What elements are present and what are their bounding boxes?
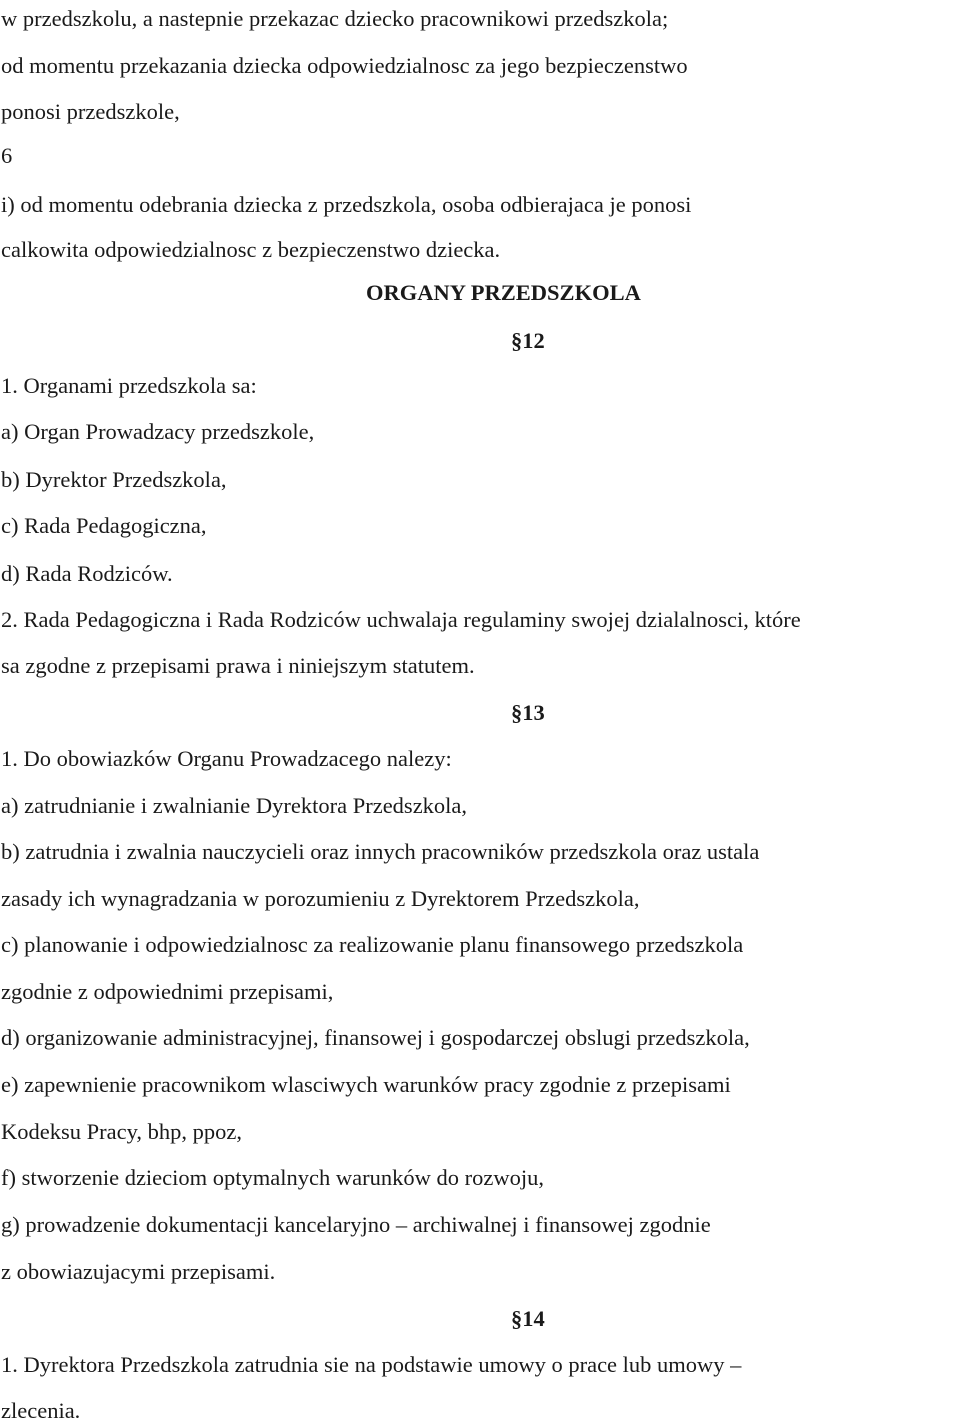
text-line: a) Organ Prowadzacy przedszkole, xyxy=(1,419,315,444)
text-line: e) zapewnienie pracownikom wlasciwych warunków pracy zgodnie z przepisami xyxy=(1,1072,731,1097)
text-line: b) Dyrektor Przedszkola, xyxy=(1,467,227,492)
text-line: zasady ich wynagradzania w porozumieniu z Dyrektorem Przedszkola, xyxy=(1,886,640,911)
text-line: a) zatrudnianie i zwalnianie Dyrektora Przedszkola, xyxy=(1,793,468,818)
text-line: zgodnie z odpowiednimi przepisami, xyxy=(1,979,334,1004)
paragraph-number: 13 xyxy=(522,700,545,725)
paragraph-12-heading: §12 xyxy=(511,328,545,353)
text-line: c) Rada Pedagogiczna, xyxy=(1,513,207,538)
text-line: f) stworzenie dzieciom optymalnych warunków do rozwoju, xyxy=(1,1165,544,1190)
text-line: sa zgodne z przepisami prawa i niniejszym statutem. xyxy=(1,653,475,678)
text-line: d) Rada Rodziców. xyxy=(1,561,173,586)
paragraph-14-heading: §14 xyxy=(511,1306,545,1331)
section-title: ORGANY PRZEDSZKOLA xyxy=(366,280,641,305)
text-line: 2. Rada Pedagogiczna i Rada Rodziców uchwalaja regulaminy swojej dzialalnosci, które xyxy=(1,607,801,632)
text-line: 1. Do obowiazków Organu Prowadzacego nalezy: xyxy=(1,746,452,771)
text-line: c) planowanie i odpowiedzialnosc za realizowanie planu finansowego przedszkola xyxy=(1,932,744,957)
text-line: 1. Dyrektora Przedszkola zatrudnia sie na podstawie umowy o prace lub umowy – xyxy=(1,1352,742,1377)
text-line: w przedszkolu, a nastepnie przekazac dziecko pracownikowi przedszkola; xyxy=(1,6,669,31)
text-line: calkowita odpowiedzialnosc z bezpieczenstwo dziecka. xyxy=(1,237,501,262)
text-line: z obowiazujacymi przepisami. xyxy=(1,1259,276,1284)
page-number: 6 xyxy=(1,143,13,168)
text-line: Kodeksu Pracy, bhp, ppoz, xyxy=(1,1119,242,1144)
paragraph-number: 12 xyxy=(522,328,545,353)
text-line: ponosi przedszkole, xyxy=(1,99,180,124)
text-line: d) organizowanie administracyjnej, finansowej i gospodarczej obslugi przedszkola, xyxy=(1,1025,750,1050)
text-line: g) prowadzenie dokumentacji kancelaryjno – archiwalnej i finansowej zgodnie xyxy=(1,1212,711,1237)
text-line: zlecenia. xyxy=(1,1398,81,1423)
text-line: i) od momentu odebrania dziecka z przedszkola, osoba odbierajaca je ponosi xyxy=(1,192,692,217)
text-line: b) zatrudnia i zwalnia nauczycieli oraz innych pracowników przedszkola oraz ustala xyxy=(1,839,760,864)
paragraph-number: 14 xyxy=(522,1306,545,1331)
paragraph-13-heading: §13 xyxy=(511,700,545,725)
text-line: od momentu przekazania dziecka odpowiedzialnosc za jego bezpieczenstwo xyxy=(1,53,688,78)
text-line: 1. Organami przedszkola sa: xyxy=(1,373,257,398)
